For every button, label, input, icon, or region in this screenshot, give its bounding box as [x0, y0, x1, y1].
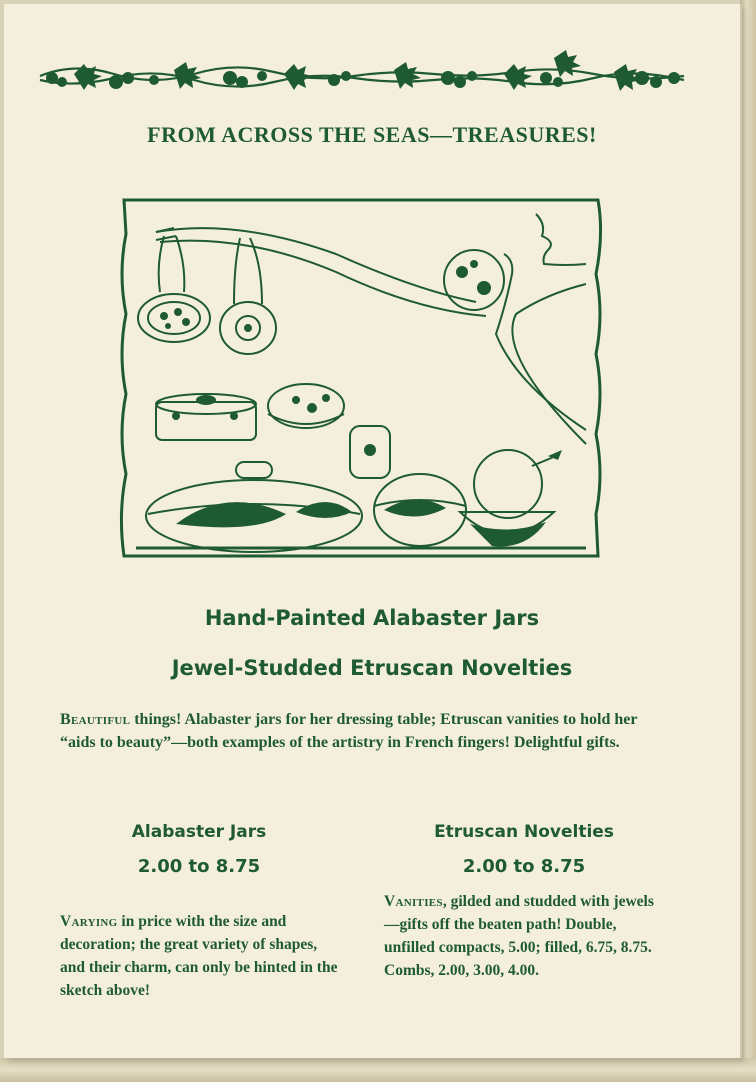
intro-text: things! Alabaster jars for her dressing table; Etruscan vanities to hold her “aids to beauty”—both examples of the artistry in French fingers! Delightful gifts. — [60, 711, 638, 751]
holly-garland-icon — [34, 44, 694, 100]
subhead-alabaster-jars: Hand-Painted Alabaster Jars — [204, 606, 540, 630]
alabaster-jars-description — [60, 910, 340, 1002]
etruscan-text: , gilded and studded with jewels—gifts off the beaten path! Double, unfilled compacts, 5.00; filled, 6.75, 8.75. Combs, 2.00, 3.00, 4.00. — [384, 893, 654, 979]
alabaster-jars-title: Alabaster Jars — [131, 822, 267, 842]
page-heading: FROM ACROSS THE SEAS—TREASURES! — [147, 122, 597, 147]
page-edge-bottom — [0, 1058, 756, 1082]
etruscan-novelties-title: Etruscan Novelties — [434, 822, 614, 842]
intro-paragraph — [60, 708, 664, 754]
etruscan-lead-word: Vanities — [384, 893, 443, 910]
etruscan-novelties-description — [384, 890, 668, 982]
alabaster-jars-price: 2.00 to 8.75 — [137, 856, 261, 877]
etruscan-novelties-price: 2.00 to 8.75 — [462, 856, 586, 877]
alabaster-text: in price with the size and decoration; the great variety of shapes, and their charm, can only be hinted in the sketch above! — [60, 913, 338, 999]
vanity-items-sketch — [116, 194, 606, 562]
page-edge-right — [740, 0, 756, 1082]
catalog-page — [4, 4, 740, 1058]
intro-lead-word: Beautiful — [60, 711, 131, 728]
alabaster-lead-word: Varying — [60, 913, 118, 930]
subhead-etruscan-novelties: Jewel-Studded Etruscan Novelties — [171, 656, 573, 680]
